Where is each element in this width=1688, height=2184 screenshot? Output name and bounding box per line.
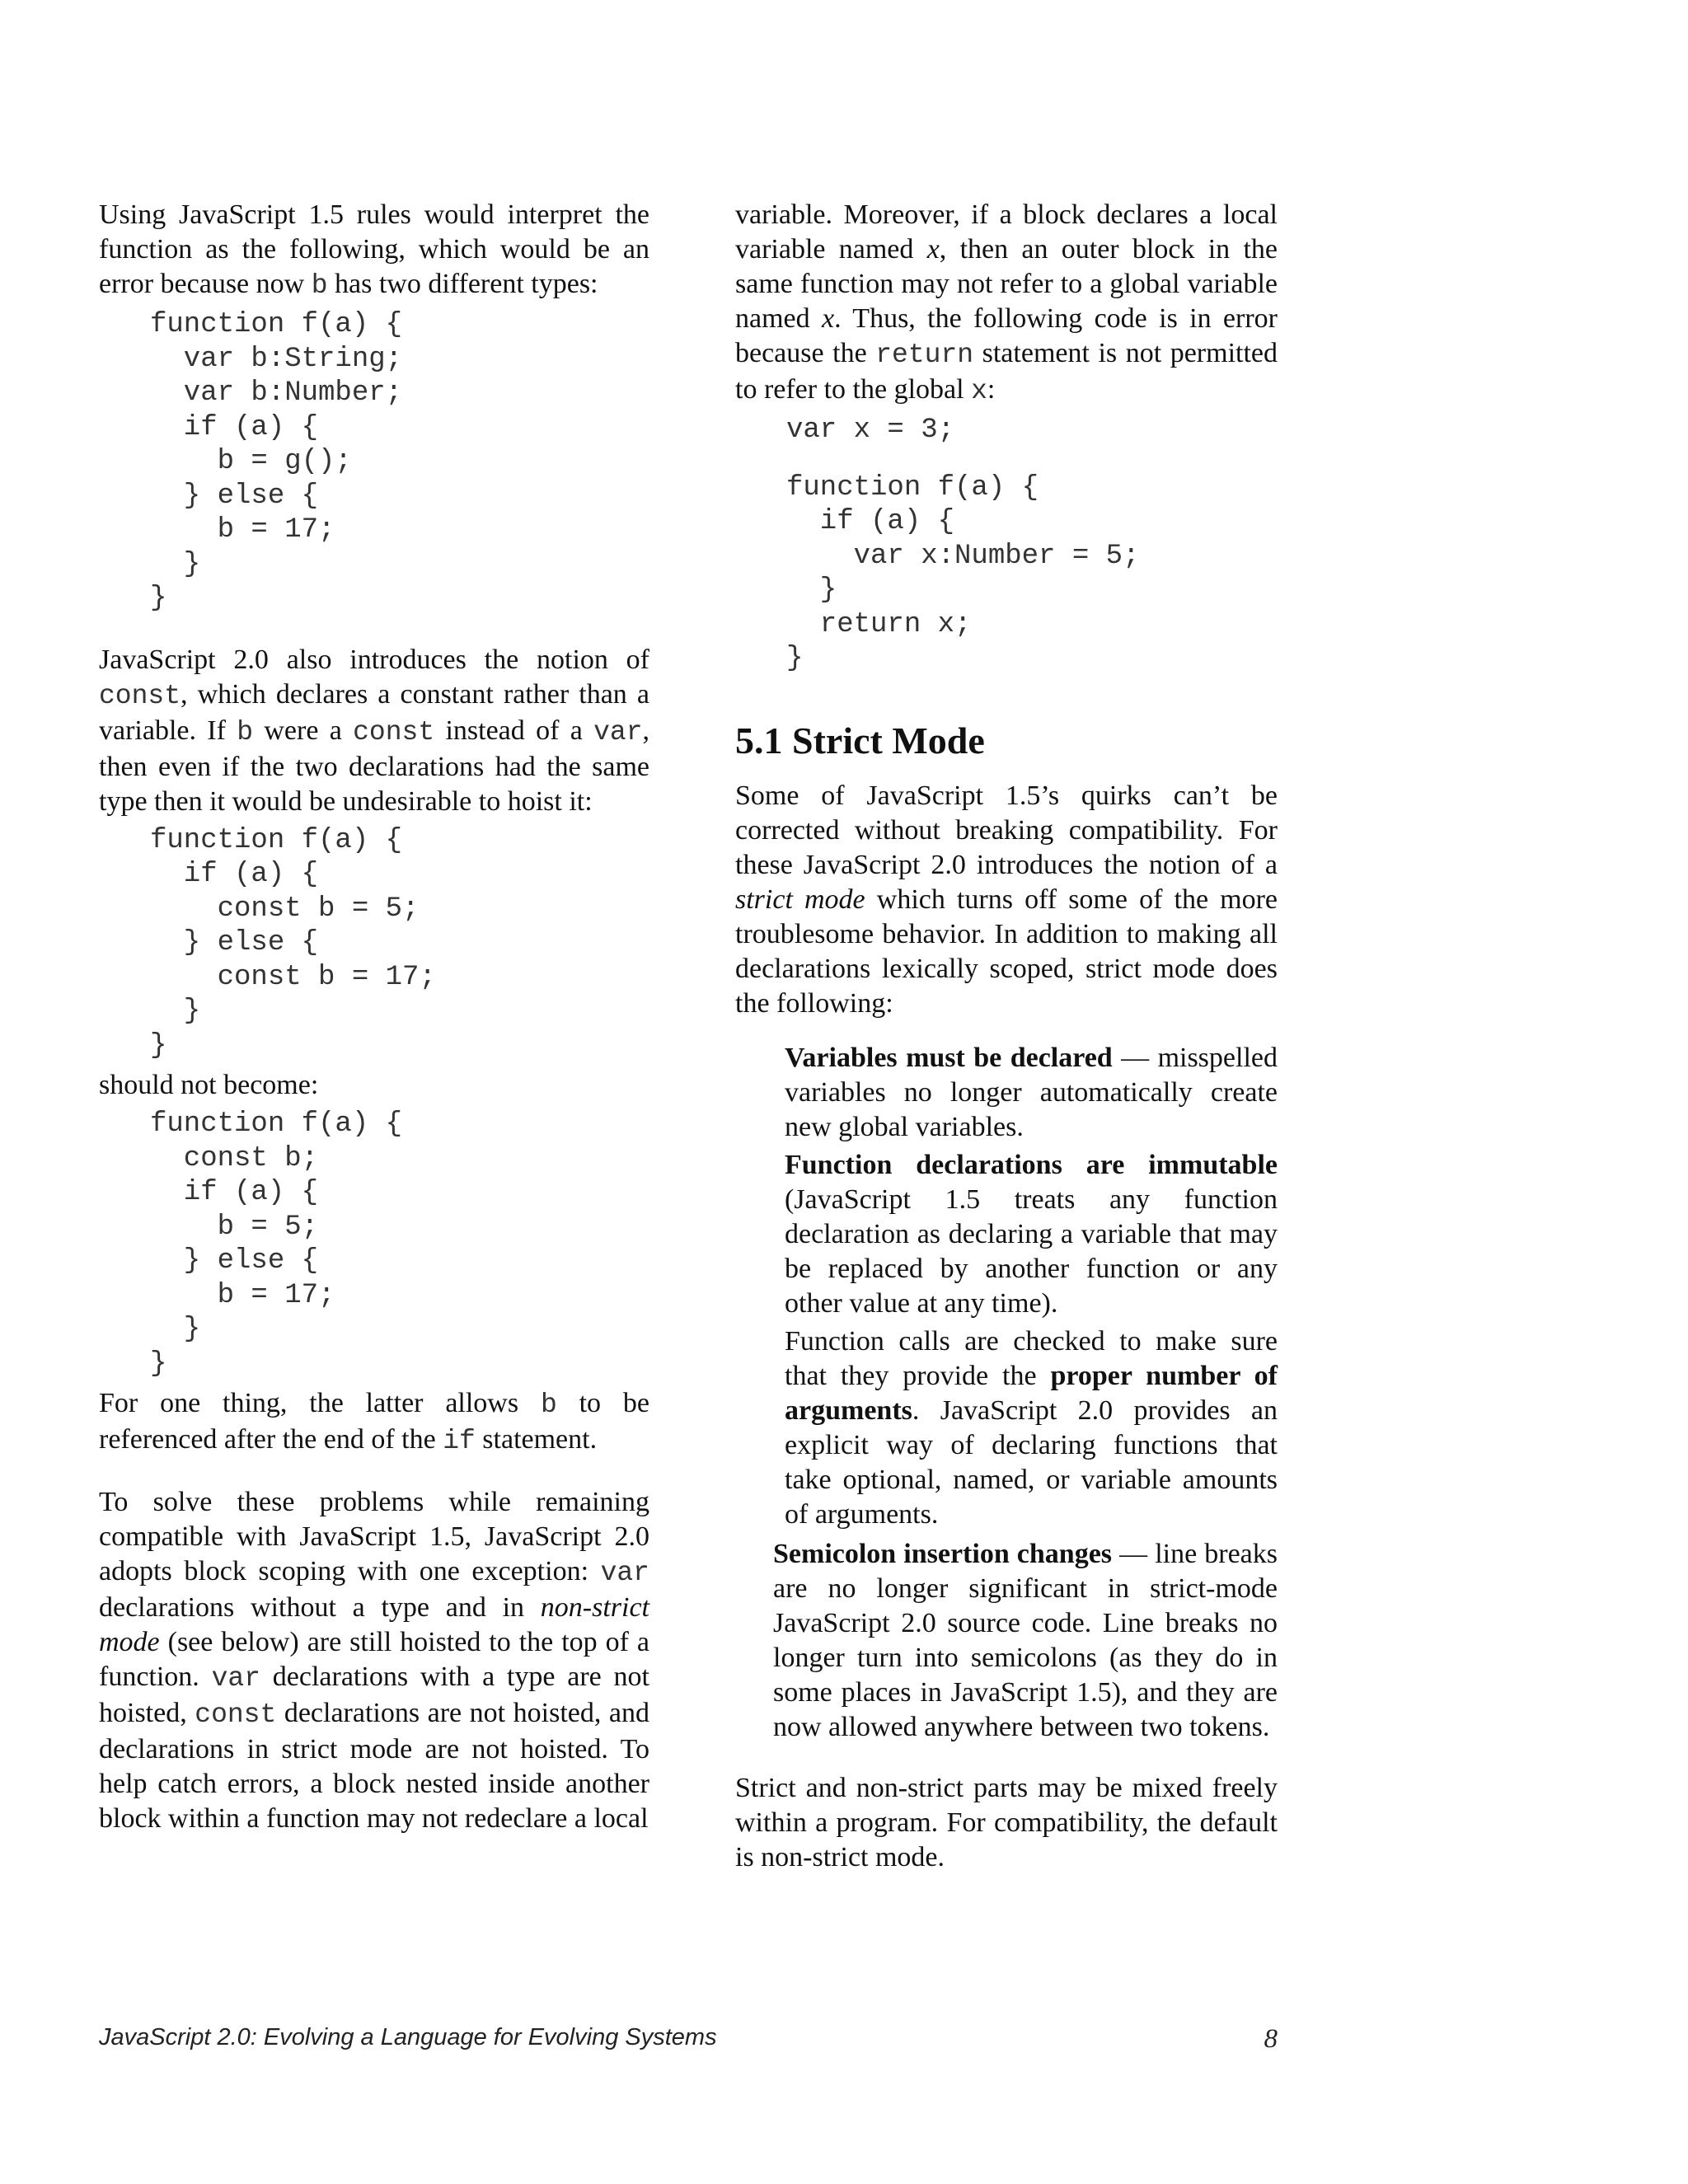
list-item: Semicolon insertion changes — line breaks are no longer significant in strict-mode JavaScript 2.0 source code. Line breaks no longer turn into semicolons (as they do in some places in JavaScript 1.5), and they are now allowed anywhere between two tokens. bbox=[773, 1538, 1278, 1742]
paragraph: Some of JavaScript 1.5’s quirks can’t be corrected without breaking compatibility. For these JavaScript 2.0 introduces the notion of a strict mode which turns off some of the more troublesome behavior. In addition to making all declarations lexically scoped, strict mode does the following: bbox=[735, 780, 1278, 1019]
right-column bbox=[735, 198, 1278, 1875]
paragraph: For one thing, the latter allows b to be referenced after the end of the if statement. bbox=[99, 1388, 649, 1456]
page-footer bbox=[99, 2024, 1278, 2057]
running-title: JavaScript 2.0: Evolving a Language for Evolving Systems bbox=[99, 2024, 717, 2050]
paragraph: should not become: bbox=[99, 1070, 319, 1100]
paragraph: Using JavaScript 1.5 rules would interpret the function as the following, which would be an error because now b has two different types: bbox=[99, 199, 649, 301]
code-block: var x = 3; bbox=[786, 415, 955, 446]
paragraph: variable. Moreover, if a block declares a local variable named x, then an outer block in the same function may not refer to a global variable named x. Thus, the following code is in error because the return statement is not permitted to refer to the global x: bbox=[735, 199, 1278, 406]
paragraph: To solve these problems while remaining compatible with JavaScript 1.5, JavaScript 2.0 adopts block scoping with one exception: var declarations without a type and in non-strict mode (see below) are still hoisted to the top of a function. var declarations with a type are not hoisted, const declarations are not hoisted, and declarations in strict mode are not hoisted. To help catch errors, a block nested inside another block within a function may not redeclare a local bbox=[99, 1487, 650, 1834]
list-item: Function declarations are immutable (JavaScript 1.5 treats any function declaration as declaring a variable that may be replaced by another function or any other value at any time). bbox=[785, 1149, 1278, 1319]
list-item: Function calls are checked to make sure that they provide the proper number of arguments. JavaScript 2.0 provides an explicit way of declaring functions that take optional, named, or variable amounts of arguments. bbox=[785, 1325, 1278, 1530]
code-block: function f(a) { var b:String; var b:Number; if (a) { b = g(); } else { b = 17; } } bbox=[150, 309, 403, 614]
left-column bbox=[99, 198, 649, 1836]
list-item: Variables must be declared — misspelled variables no longer automatically create new global variables. bbox=[785, 1042, 1278, 1142]
section-heading: 5.1 Strict Mode bbox=[735, 719, 985, 762]
page-number: 8 bbox=[1264, 2024, 1278, 2054]
code-block: function f(a) { if (a) { var x:Number = 5; } return x; } bbox=[786, 471, 1140, 674]
paragraph: Strict and non-strict parts may be mixed freely within a program. For compatibility, the default is non-strict mode. bbox=[735, 1772, 1278, 1872]
code-block: function f(a) { if (a) { const b = 5; } else { const b = 17; } } bbox=[150, 824, 436, 1062]
paragraph: JavaScript 2.0 also introduces the notion of const, which declares a constant rather than a variable. If b were a const instead of a var, then even if the two declarations had the same type then it would be undesirable to hoist it: bbox=[99, 644, 650, 817]
code-block: function f(a) { const b; if (a) { b = 5; } else { b = 17; } } bbox=[150, 1108, 403, 1380]
